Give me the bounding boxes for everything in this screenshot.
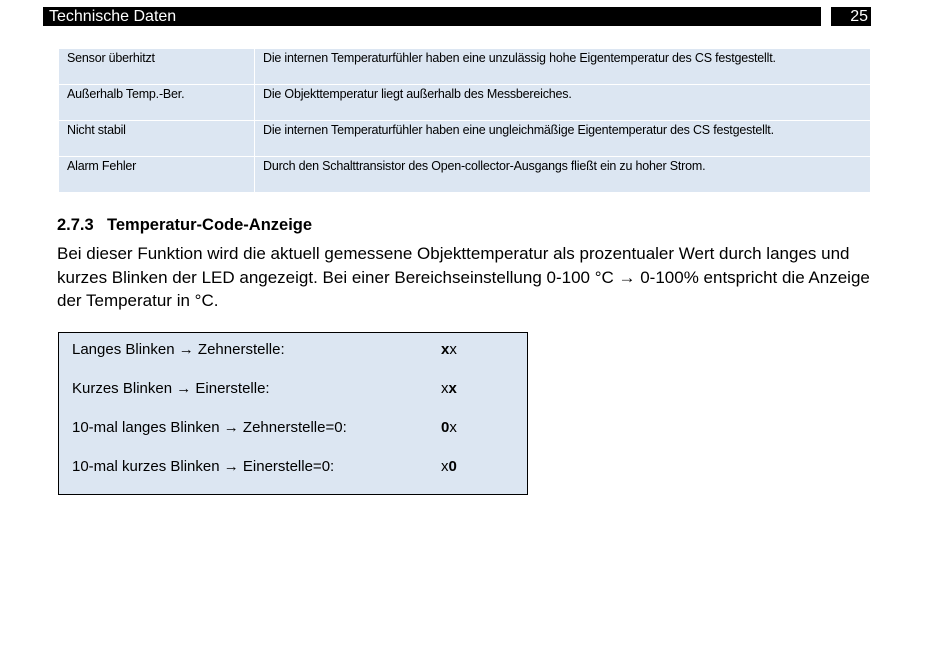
status-table xyxy=(58,48,871,193)
status-name: Sensor überhitzt xyxy=(59,49,255,85)
code-digit-ones: x xyxy=(448,380,457,397)
code-value xyxy=(441,418,457,438)
section-header-title: Technische Daten xyxy=(49,8,177,25)
status-name: Alarm Fehler xyxy=(59,157,255,193)
code-digit-tens: x xyxy=(441,458,449,475)
code-digit-ones: 0 xyxy=(448,458,457,475)
table-row xyxy=(59,49,871,85)
code-value xyxy=(441,340,457,360)
section-number: 2.7.3 xyxy=(57,216,94,234)
section-title: Temperatur-Code-Anzeige xyxy=(107,216,313,234)
status-name: Außerhalb Temp.-Ber. xyxy=(59,85,255,121)
code-label: Langes Blinken → Zehnerstelle: xyxy=(72,341,285,358)
code-value xyxy=(441,457,457,477)
temperature-code-box xyxy=(58,332,528,495)
code-digit-tens: 0 xyxy=(441,419,450,436)
code-row xyxy=(72,340,457,360)
table-row xyxy=(59,85,871,121)
table-row xyxy=(59,157,871,193)
table-row xyxy=(59,121,871,157)
status-description: Die internen Temperaturfühler haben eine ungleichmäßige Eigentemperatur des CS festgestellt. xyxy=(255,121,871,157)
status-name: Nicht stabil xyxy=(59,121,255,157)
code-value xyxy=(441,379,457,399)
section-heading xyxy=(57,216,312,235)
code-row xyxy=(72,418,457,438)
status-description: Die internen Temperaturfühler haben eine unzulässig hohe Eigentemperatur des CS festgestellt. xyxy=(255,49,871,85)
page-number: 25 xyxy=(831,7,871,26)
status-description: Die Objekttemperatur liegt außerhalb des Messbereiches. xyxy=(255,85,871,121)
section-header-bar xyxy=(43,7,821,26)
code-label: Kurzes Blinken → Einerstelle: xyxy=(72,380,270,397)
code-digit-ones: x xyxy=(449,419,457,436)
code-row xyxy=(72,457,457,477)
status-description: Durch den Schalttransistor des Open-collector-Ausgangs fließt ein zu hoher Strom. xyxy=(255,157,871,193)
code-label: 10-mal kurzes Blinken → Einerstelle=0: xyxy=(72,458,335,475)
code-digit-tens: x xyxy=(441,341,450,358)
code-digit-tens: x xyxy=(441,380,449,397)
code-digit-ones: x xyxy=(449,341,457,358)
code-label: 10-mal langes Blinken → Zehnerstelle=0: xyxy=(72,419,347,436)
code-row xyxy=(72,379,457,399)
section-paragraph: Bei dieser Funktion wird die aktuell gemessene Objekttemperatur als prozentualer Wert durch langes und kurzes Blinken der LED angezeigt. Bei einer Bereichseinstellung 0-100 °C → 0-100% entspricht die Anzeige der Temperatur in °C. xyxy=(57,244,870,310)
